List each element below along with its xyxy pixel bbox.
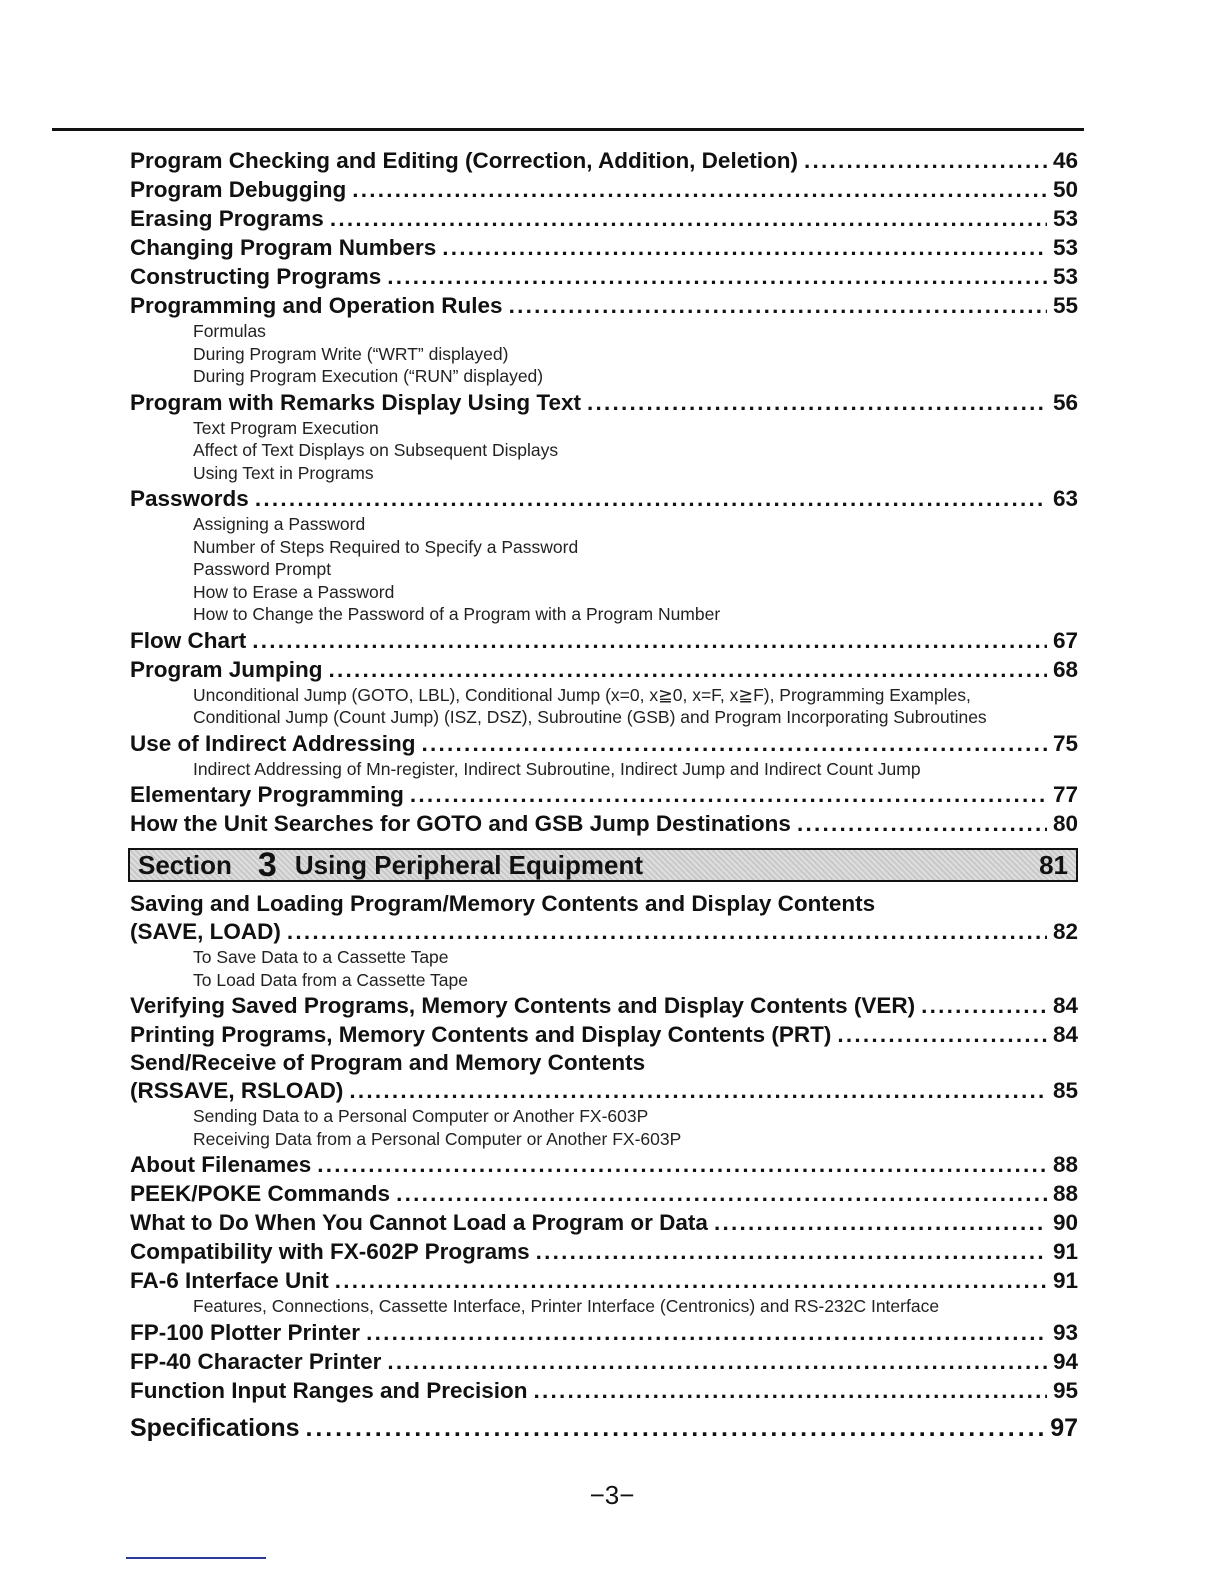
toc-entry-row[interactable] xyxy=(130,388,1078,417)
toc-entry-row[interactable] xyxy=(130,146,1078,175)
toc-entry-row[interactable] xyxy=(130,1208,1078,1237)
leader-dots xyxy=(366,1318,1047,1347)
toc-entry xyxy=(130,1020,1078,1049)
leader-dots xyxy=(442,233,1047,262)
toc-entry-row[interactable] xyxy=(130,655,1078,684)
toc-subentries xyxy=(130,513,1078,626)
toc-entry-page: 55 xyxy=(1052,293,1078,318)
toc-subentry: Features, Connections, Cassette Interface, Printer Interface (Centronics) and RS-232C Interface xyxy=(193,1296,940,1316)
toc-subentry: Sending Data to a Personal Computer or Another FX-603P xyxy=(193,1106,649,1126)
leader-dots xyxy=(349,1076,1047,1105)
leader-dots xyxy=(329,655,1047,684)
toc-entry-row[interactable] xyxy=(130,291,1078,320)
leader-dots xyxy=(410,780,1047,809)
page-number: −3− xyxy=(589,1480,635,1510)
toc-entry-page: 68 xyxy=(1052,656,1078,682)
toc-entry-title: Specifications xyxy=(130,1413,300,1442)
section-page: 81 xyxy=(1039,849,1068,880)
leader-dots xyxy=(330,204,1047,233)
toc-entry-page: 97 xyxy=(1050,1413,1078,1442)
toc-entry-page: 85 xyxy=(1052,1078,1078,1103)
toc-entry-row[interactable] xyxy=(130,262,1078,291)
toc-entry-row[interactable] xyxy=(130,1376,1078,1405)
toc-entry-heading: Saving and Loading Program/Memory Contents and Display Contents xyxy=(130,891,876,916)
leader-dots xyxy=(421,729,1047,758)
toc-entry xyxy=(130,809,1078,838)
leader-dots xyxy=(536,1237,1047,1266)
toc-entry-page: 88 xyxy=(1052,1181,1078,1206)
toc-subentry: During Program Execution (“RUN” displayed) xyxy=(193,366,544,386)
leader-dots xyxy=(252,626,1047,655)
toc-entry-row[interactable] xyxy=(130,917,1078,946)
toc-entry-row[interactable] xyxy=(130,204,1078,233)
toc-entry-row[interactable] xyxy=(130,809,1078,838)
toc-entry-row[interactable] xyxy=(130,1318,1078,1347)
toc-subentry: Unconditional Jump (GOTO, LBL), Conditional Jump (x=0, x≧0, x=F, x≧F), Programming Examples, xyxy=(193,684,971,705)
section-title: Using Peripheral Equipment xyxy=(294,849,644,880)
section-word: Section xyxy=(138,849,232,880)
toc-subentry: How to Change the Password of a Program with a Program Number xyxy=(193,604,721,624)
section-number: 3 xyxy=(257,845,277,884)
toc-entry-title: FP-100 Plotter Printer xyxy=(130,1319,361,1345)
bottom-rule xyxy=(126,1557,266,1559)
toc-subentries xyxy=(130,417,1078,485)
toc-entry-row[interactable] xyxy=(130,780,1078,809)
toc-entry-page: 53 xyxy=(1052,206,1078,231)
toc-entry-page: 63 xyxy=(1052,486,1078,511)
toc-entry-title: Elementary Programming xyxy=(130,782,404,807)
toc-entry-title: About Filenames xyxy=(130,1152,312,1177)
toc-entry-title: Program Checking and Editing (Correction, Addition, Deletion) xyxy=(130,148,798,173)
toc-subentry: Affect of Text Displays on Subsequent Displays xyxy=(193,440,559,460)
toc-entry-page: 93 xyxy=(1052,1319,1078,1345)
toc-entry-title: Verifying Saved Programs, Memory Contents and Display Contents (VER) xyxy=(130,993,916,1018)
toc-entry-title: What to Do When You Cannot Load a Program or Data xyxy=(130,1210,708,1235)
toc-entry-page: 50 xyxy=(1052,177,1078,202)
toc-entry xyxy=(130,991,1078,1020)
toc-subentry: Password Prompt xyxy=(193,559,332,579)
toc-entry-row[interactable] xyxy=(130,626,1078,655)
toc-entry-title: FA-6 Interface Unit xyxy=(130,1268,329,1293)
toc-subentry: To Load Data from a Cassette Tape xyxy=(193,969,468,990)
toc-entry xyxy=(130,388,1078,485)
toc-entry xyxy=(130,1318,1078,1347)
leader-dots xyxy=(387,1347,1047,1376)
toc-entry-page: 80 xyxy=(1052,811,1078,836)
toc-entry-title: Erasing Programs xyxy=(130,206,324,231)
toc-entry-title: Compatibility with FX-602P Programs xyxy=(130,1239,530,1264)
section-banner[interactable] xyxy=(128,845,1078,884)
leader-dots xyxy=(587,388,1047,417)
toc-entry xyxy=(130,484,1078,626)
toc-entry xyxy=(130,626,1078,655)
toc-entry-page: 84 xyxy=(1052,993,1078,1018)
toc-entry-title: Changing Program Numbers xyxy=(130,235,437,260)
leader-dots xyxy=(714,1208,1047,1237)
toc-entry-title: Program with Remarks Display Using Text xyxy=(130,389,581,415)
leader-dots xyxy=(387,262,1047,291)
toc-subentry: Assigning a Password xyxy=(193,514,366,534)
toc-entry-title: Program Jumping xyxy=(130,656,323,682)
toc-entry xyxy=(130,1266,1078,1318)
toc-subentry: How to Erase a Password xyxy=(193,581,395,602)
toc-entry xyxy=(130,1376,1078,1405)
leader-dots xyxy=(921,991,1047,1020)
toc-subentries xyxy=(130,684,1078,729)
toc-entry-title: Use of Indirect Addressing xyxy=(130,730,416,756)
leader-dots xyxy=(255,484,1047,513)
toc-entry-page: 88 xyxy=(1052,1152,1078,1177)
leader-dots xyxy=(837,1020,1047,1049)
toc-entry xyxy=(130,890,1078,991)
toc-entry-title: Program Debugging xyxy=(130,177,347,202)
toc-entry-title: Constructing Programs xyxy=(130,264,382,289)
toc-entry xyxy=(130,1347,1078,1376)
toc-entry-row[interactable] xyxy=(130,1266,1078,1295)
toc-entry-title: Printing Programs, Memory Contents and Display Contents (PRT) xyxy=(130,1022,832,1047)
toc-subentries xyxy=(130,946,1078,991)
toc-entry-heading: Send/Receive of Program and Memory Contents xyxy=(130,1050,646,1075)
toc-group-peripherals xyxy=(130,890,1078,1405)
toc-entry xyxy=(130,1150,1078,1179)
toc-subentry: Conditional Jump (Count Jump) (ISZ, DSZ), Subroutine (GSB) and Program Incorporating Subroutines xyxy=(193,707,987,727)
toc-entry-title: (SAVE, LOAD) xyxy=(130,919,281,944)
leader-dots xyxy=(306,1411,1045,1445)
toc-subentry: Number of Steps Required to Specify a Password xyxy=(193,536,579,557)
toc-entry-row[interactable] xyxy=(130,729,1078,758)
toc-entry-row[interactable] xyxy=(130,484,1078,513)
toc-entry xyxy=(130,1208,1078,1237)
toc-subentry: Indirect Addressing of Mn-register, Indirect Subroutine, Indirect Jump and Indirect Count Jump xyxy=(193,758,921,779)
toc-subentries xyxy=(130,1295,1078,1318)
toc-entry-row[interactable] xyxy=(130,175,1078,204)
toc-subentries xyxy=(130,320,1078,388)
toc-entry-page: 84 xyxy=(1052,1022,1078,1047)
toc-entry-row[interactable] xyxy=(130,1237,1078,1266)
toc-entry xyxy=(130,146,1078,175)
toc-entry-title: (RSSAVE, RSLOAD) xyxy=(130,1078,344,1103)
leader-dots xyxy=(804,146,1047,175)
toc-entry-title: Passwords xyxy=(130,486,249,511)
toc-entry-title: Programming and Operation Rules xyxy=(130,293,503,318)
toc-entry-page: 46 xyxy=(1052,148,1078,173)
leader-dots xyxy=(797,809,1047,838)
toc-entry-page: 77 xyxy=(1052,782,1078,807)
toc-entry xyxy=(130,655,1078,729)
toc-entry-page: 75 xyxy=(1052,730,1078,756)
leader-dots xyxy=(509,291,1047,320)
toc-entry-page: 94 xyxy=(1052,1348,1078,1374)
toc-entry-row[interactable] xyxy=(130,233,1078,262)
toc-entry-specifications[interactable] xyxy=(130,1411,1078,1445)
toc-entry xyxy=(130,1049,1078,1150)
toc-entry xyxy=(130,1237,1078,1266)
toc-entry-page: 91 xyxy=(1052,1239,1078,1264)
toc-subentry: Using Text in Programs xyxy=(193,462,374,483)
toc-group-programming xyxy=(130,146,1078,838)
toc-entry-row[interactable] xyxy=(130,1076,1078,1105)
toc-subentry: Text Program Execution xyxy=(193,417,379,438)
leader-dots xyxy=(352,175,1047,204)
toc-entry-title: How the Unit Searches for GOTO and GSB Jump Destinations xyxy=(130,811,791,836)
toc-entry xyxy=(130,729,1078,781)
toc-entry xyxy=(130,1179,1078,1208)
toc-entry-title: Function Input Ranges and Precision xyxy=(130,1377,528,1403)
toc-entry xyxy=(130,262,1078,291)
toc-entry-page: 56 xyxy=(1052,389,1078,415)
toc-subentries xyxy=(130,758,1078,781)
toc-subentry: To Save Data to a Cassette Tape xyxy=(193,947,449,967)
toc-entry-page: 91 xyxy=(1052,1268,1078,1293)
toc-entry-row[interactable] xyxy=(130,1347,1078,1376)
leader-dots xyxy=(396,1179,1047,1208)
toc-entry-page: 90 xyxy=(1052,1210,1078,1235)
toc-entry-row[interactable] xyxy=(130,1150,1078,1179)
toc-entry xyxy=(130,780,1078,809)
toc-entry-row[interactable] xyxy=(130,1179,1078,1208)
leader-dots xyxy=(287,917,1047,946)
leader-dots xyxy=(317,1150,1047,1179)
toc-entry-title: FP-40 Character Printer xyxy=(130,1348,382,1374)
toc-subentry: During Program Write (“WRT” displayed) xyxy=(193,343,509,364)
toc-subentry: Formulas xyxy=(193,321,266,341)
top-rule xyxy=(52,128,1084,131)
table-of-contents xyxy=(130,146,1078,1445)
toc-subentry: Receiving Data from a Personal Computer or Another FX-603P xyxy=(193,1128,682,1149)
toc-entry-page: 53 xyxy=(1052,264,1078,289)
toc-entry-row[interactable] xyxy=(130,1020,1078,1049)
toc-entry-page: 53 xyxy=(1052,235,1078,260)
toc-entry-title: PEEK/POKE Commands xyxy=(130,1181,391,1206)
leader-dots xyxy=(335,1266,1047,1295)
toc-entry-page: 95 xyxy=(1052,1377,1078,1403)
toc-entry xyxy=(130,204,1078,233)
toc-entry xyxy=(130,291,1078,388)
toc-entry-page: 67 xyxy=(1052,627,1078,653)
toc-entry xyxy=(130,233,1078,262)
toc-entry-title: Flow Chart xyxy=(130,627,247,653)
toc-entry-page: 82 xyxy=(1052,919,1078,944)
toc-entry xyxy=(130,175,1078,204)
leader-dots xyxy=(534,1376,1047,1405)
toc-entry-row[interactable] xyxy=(130,991,1078,1020)
toc-subentries xyxy=(130,1105,1078,1150)
